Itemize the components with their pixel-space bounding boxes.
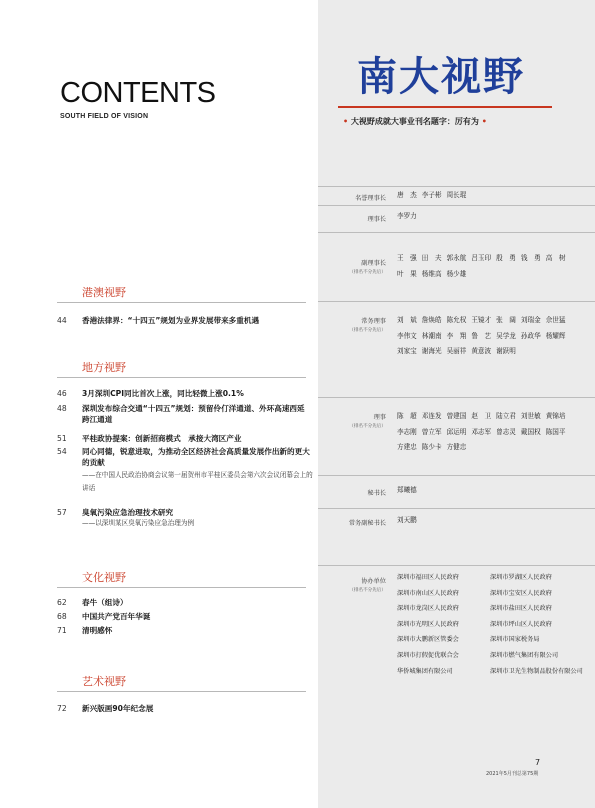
section-title-gangao: 港澳视野: [82, 286, 126, 299]
staff-name: 刘天鹏: [397, 516, 417, 524]
toc-page-number: 44: [57, 316, 67, 325]
staff-name: 刘世敏: [520, 412, 541, 420]
section-title-wenhua: 文化视野: [82, 571, 126, 584]
staff-name: 刘瑞金: [520, 316, 541, 324]
partner-org: 深圳市大鹏新区管委会: [397, 636, 459, 644]
staff-name: 王镜才: [471, 316, 492, 324]
toc-entry[interactable]: [57, 597, 317, 608]
toc-entry[interactable]: [57, 611, 317, 622]
toc-entry[interactable]: [57, 703, 317, 714]
staff-role-note: （排名不分先后）: [349, 424, 386, 429]
staff-role: 常务副秘书长: [348, 520, 386, 527]
staff-name: 周长琨: [446, 191, 467, 199]
staff-role-text: 理事: [373, 414, 386, 421]
staff-name: 王 强: [397, 254, 417, 262]
partner-org: 深圳市卫光生物制品股份有限公司: [490, 667, 583, 675]
staff-name: 佘世猛: [545, 316, 566, 324]
partner-org: 深圳市福田区人民政府: [397, 574, 459, 581]
issue-info: 2021年5月刊总第75期: [486, 771, 539, 777]
staff-name: 陆立君: [496, 412, 516, 420]
partner-org: 深圳市罗湖区人民政府: [490, 574, 552, 581]
staff-role: [320, 316, 386, 333]
partner-org: 深圳市打假促优联合会: [397, 651, 459, 659]
staff-name: 李志刚: [397, 427, 417, 436]
staff-name: 曾立军: [421, 427, 442, 436]
staff-divider: [318, 301, 595, 302]
staff-role: 秘书长: [367, 490, 386, 497]
staff-name: 郑曦德: [397, 486, 417, 494]
toc-page-number: 48: [57, 404, 67, 413]
section-divider: [57, 302, 306, 303]
partner-org: 深圳市龙岗区人民政府: [397, 605, 459, 613]
staff-name: 李 翔: [446, 331, 467, 340]
toc-page-number: 57: [57, 508, 67, 517]
magazine-logo: [336, 50, 546, 100]
contents-subtitle: SOUTH FIELD OF VISION: [60, 113, 149, 120]
staff-names: [397, 209, 591, 225]
staff-name: 刘家宝: [397, 347, 417, 356]
slogan-dot: •: [481, 117, 487, 126]
staff-names: [397, 570, 591, 679]
staff-name: 戴国权: [520, 427, 541, 436]
staff-name: 郭永航: [446, 254, 467, 262]
staff-divider: [318, 475, 595, 476]
toc-entry[interactable]: [57, 315, 317, 326]
toc-entry[interactable]: [57, 388, 317, 399]
staff-names: [397, 188, 591, 204]
toc-page-number: 54: [57, 447, 67, 456]
toc-page-number: 46: [57, 389, 67, 398]
partner-org: 华侨城集团有限公司: [397, 667, 453, 675]
toc-entry-title: 深圳发布综合交通“十四五”规划：预留伶仃洋通道、外环高速西延跨江通道: [82, 404, 305, 425]
staff-role-note: （排名不分先后）: [349, 270, 386, 275]
staff-role-text: 常务理事: [361, 318, 386, 325]
toc-page-number: 62: [57, 598, 67, 607]
staff-role: [320, 412, 386, 429]
partner-org: 深圳市国家税务局: [490, 636, 540, 644]
partner-org: 深圳市燃气集团有限公司: [490, 651, 559, 659]
page-number: 7: [535, 758, 541, 767]
staff-name: 黄锦培: [545, 412, 566, 420]
staff-name: 杨耀辉: [545, 331, 566, 340]
section-title-yishu: 艺术视野: [82, 675, 126, 688]
partner-org: 深圳市南山区人民政府: [397, 589, 459, 597]
staff-name: 唐 杰: [397, 191, 417, 199]
toc-entry[interactable]: [57, 446, 317, 495]
toc-entry[interactable]: [57, 433, 317, 444]
partner-org: 深圳市坪山区人民政府: [490, 620, 552, 628]
section-title-difang: 地方视野: [82, 361, 126, 374]
staff-name: 高 树: [545, 254, 566, 262]
staff-names: [397, 513, 591, 529]
staff-name: 钱 勇: [520, 254, 541, 262]
toc-entry-title: 香港法律界：“十四五”规划为业界发展带来多重机遇: [82, 316, 260, 325]
toc-page-number: 71: [57, 626, 67, 635]
slogan-dot: •: [343, 117, 349, 126]
staff-name: 刘 斌: [397, 316, 417, 324]
staff-name: 曾建国: [446, 412, 467, 420]
staff-name: 李子彬: [421, 191, 442, 199]
partner-org: 深圳市盐田区人民政府: [490, 605, 552, 613]
staff-name: 吴学龙: [496, 331, 516, 340]
staff-name: 邱运明: [446, 427, 467, 436]
staff-role: 名誉理事长: [355, 195, 386, 202]
staff-name: 叶 果: [397, 269, 417, 278]
logo-text: 南大视野: [357, 53, 525, 100]
staff-name: 陈国平: [545, 427, 566, 436]
toc-entry-title: 3月深圳CPI同比首次上涨，同比轻微上涨0.1%: [82, 389, 244, 398]
staff-role-note: （排名不分先后）: [349, 328, 386, 333]
staff-divider: [318, 508, 595, 509]
staff-name: 张 阔: [496, 316, 516, 324]
staff-divider: [318, 186, 595, 187]
staff-name: 邓连发: [421, 412, 442, 420]
toc-entry-title: 清明感怀: [82, 626, 113, 635]
toc-entry-title: 平桂政协提案：创新招商模式 承接大湾区产业: [82, 434, 242, 443]
toc-entry-subtitle: ——以深圳某区臭氧污染应急治理为例: [82, 519, 195, 528]
staff-name: 李罗力: [397, 212, 417, 220]
partner-org: 深圳市光明区人民政府: [397, 620, 459, 628]
staff-name: 谢跃明: [496, 347, 516, 356]
staff-divider: [318, 232, 595, 233]
staff-divider: [318, 205, 595, 206]
staff-name: 陈少卡: [421, 443, 442, 452]
staff-name: 邓志军: [471, 427, 492, 436]
staff-name: 黄意波: [471, 347, 492, 356]
toc-entry[interactable]: [57, 507, 317, 530]
toc-entry-title: 春牛（组诗）: [82, 598, 128, 607]
staff-names: [397, 313, 591, 360]
staff-name: 鲁 艺: [471, 331, 492, 340]
section-divider: [57, 691, 306, 692]
staff-name: 詹焕皓: [421, 316, 442, 324]
staff-name: 赵 卫: [471, 412, 492, 420]
staff-name: 杨维高: [421, 269, 442, 278]
staff-name: 吴丽祥: [446, 347, 467, 356]
staff-names: [397, 409, 591, 456]
toc-entry-title: 同心同德，锐意进取，为推动全区经济社会高质量发展作出新的更大的贡献: [82, 447, 310, 468]
staff-name: 陈 超: [397, 412, 417, 420]
staff-role: [320, 576, 386, 593]
staff-role-note: （排名不分先后）: [349, 588, 386, 593]
staff-name: 李伟文: [397, 331, 417, 340]
staff-name: 陈允权: [446, 316, 467, 324]
staff-name: 曾志灵: [496, 427, 516, 436]
toc-entry[interactable]: [57, 625, 317, 636]
staff-name: 孙政华: [520, 331, 541, 340]
section-divider: [57, 377, 306, 378]
staff-names: [397, 251, 591, 282]
staff-role-text: 副理事长: [361, 260, 386, 267]
staff-role: [320, 258, 386, 275]
slogan-text: 大视野成就大事业刊名题字：厉有为: [350, 117, 479, 126]
toc-entry-title: 臭氧污染应急治理技术研究: [82, 508, 174, 517]
toc-entry-subtitle: ——在中国人民政治协商会议第一届贺州市平桂区委员会第六次会议闭幕会上的讲话: [82, 470, 313, 492]
staff-name: 方建忠: [397, 443, 417, 452]
staff-names: [397, 483, 591, 499]
staff-name: 杨少雄: [446, 269, 467, 278]
toc-entry[interactable]: [57, 403, 317, 426]
staff-divider: [318, 565, 595, 566]
toc-entry-title: 新兴版画90年纪念展: [82, 704, 154, 713]
staff-divider: [318, 397, 595, 398]
staff-role-text: 协办单位: [361, 578, 386, 585]
toc-page-number: 51: [57, 434, 67, 443]
staff-name: 谢海光: [421, 347, 442, 356]
masthead-slogan: [343, 116, 487, 127]
section-divider: [57, 587, 306, 588]
staff-name: 吕玉印: [471, 254, 492, 262]
staff-name: 田 夫: [421, 254, 442, 262]
staff-name: 殷 勇: [496, 254, 516, 262]
toc-page-number: 68: [57, 612, 67, 621]
staff-name: 方健忠: [446, 443, 467, 452]
staff-name: 林潮南: [421, 331, 442, 340]
staff-role: 理事长: [367, 216, 386, 223]
partner-org: 深圳市宝安区人民政府: [490, 589, 552, 597]
contents-title: CONTENTS: [60, 77, 216, 109]
toc-entry-title: 中国共产党百年华诞: [82, 612, 151, 621]
toc-page-number: 72: [57, 704, 67, 713]
logo-underline: [338, 106, 552, 108]
